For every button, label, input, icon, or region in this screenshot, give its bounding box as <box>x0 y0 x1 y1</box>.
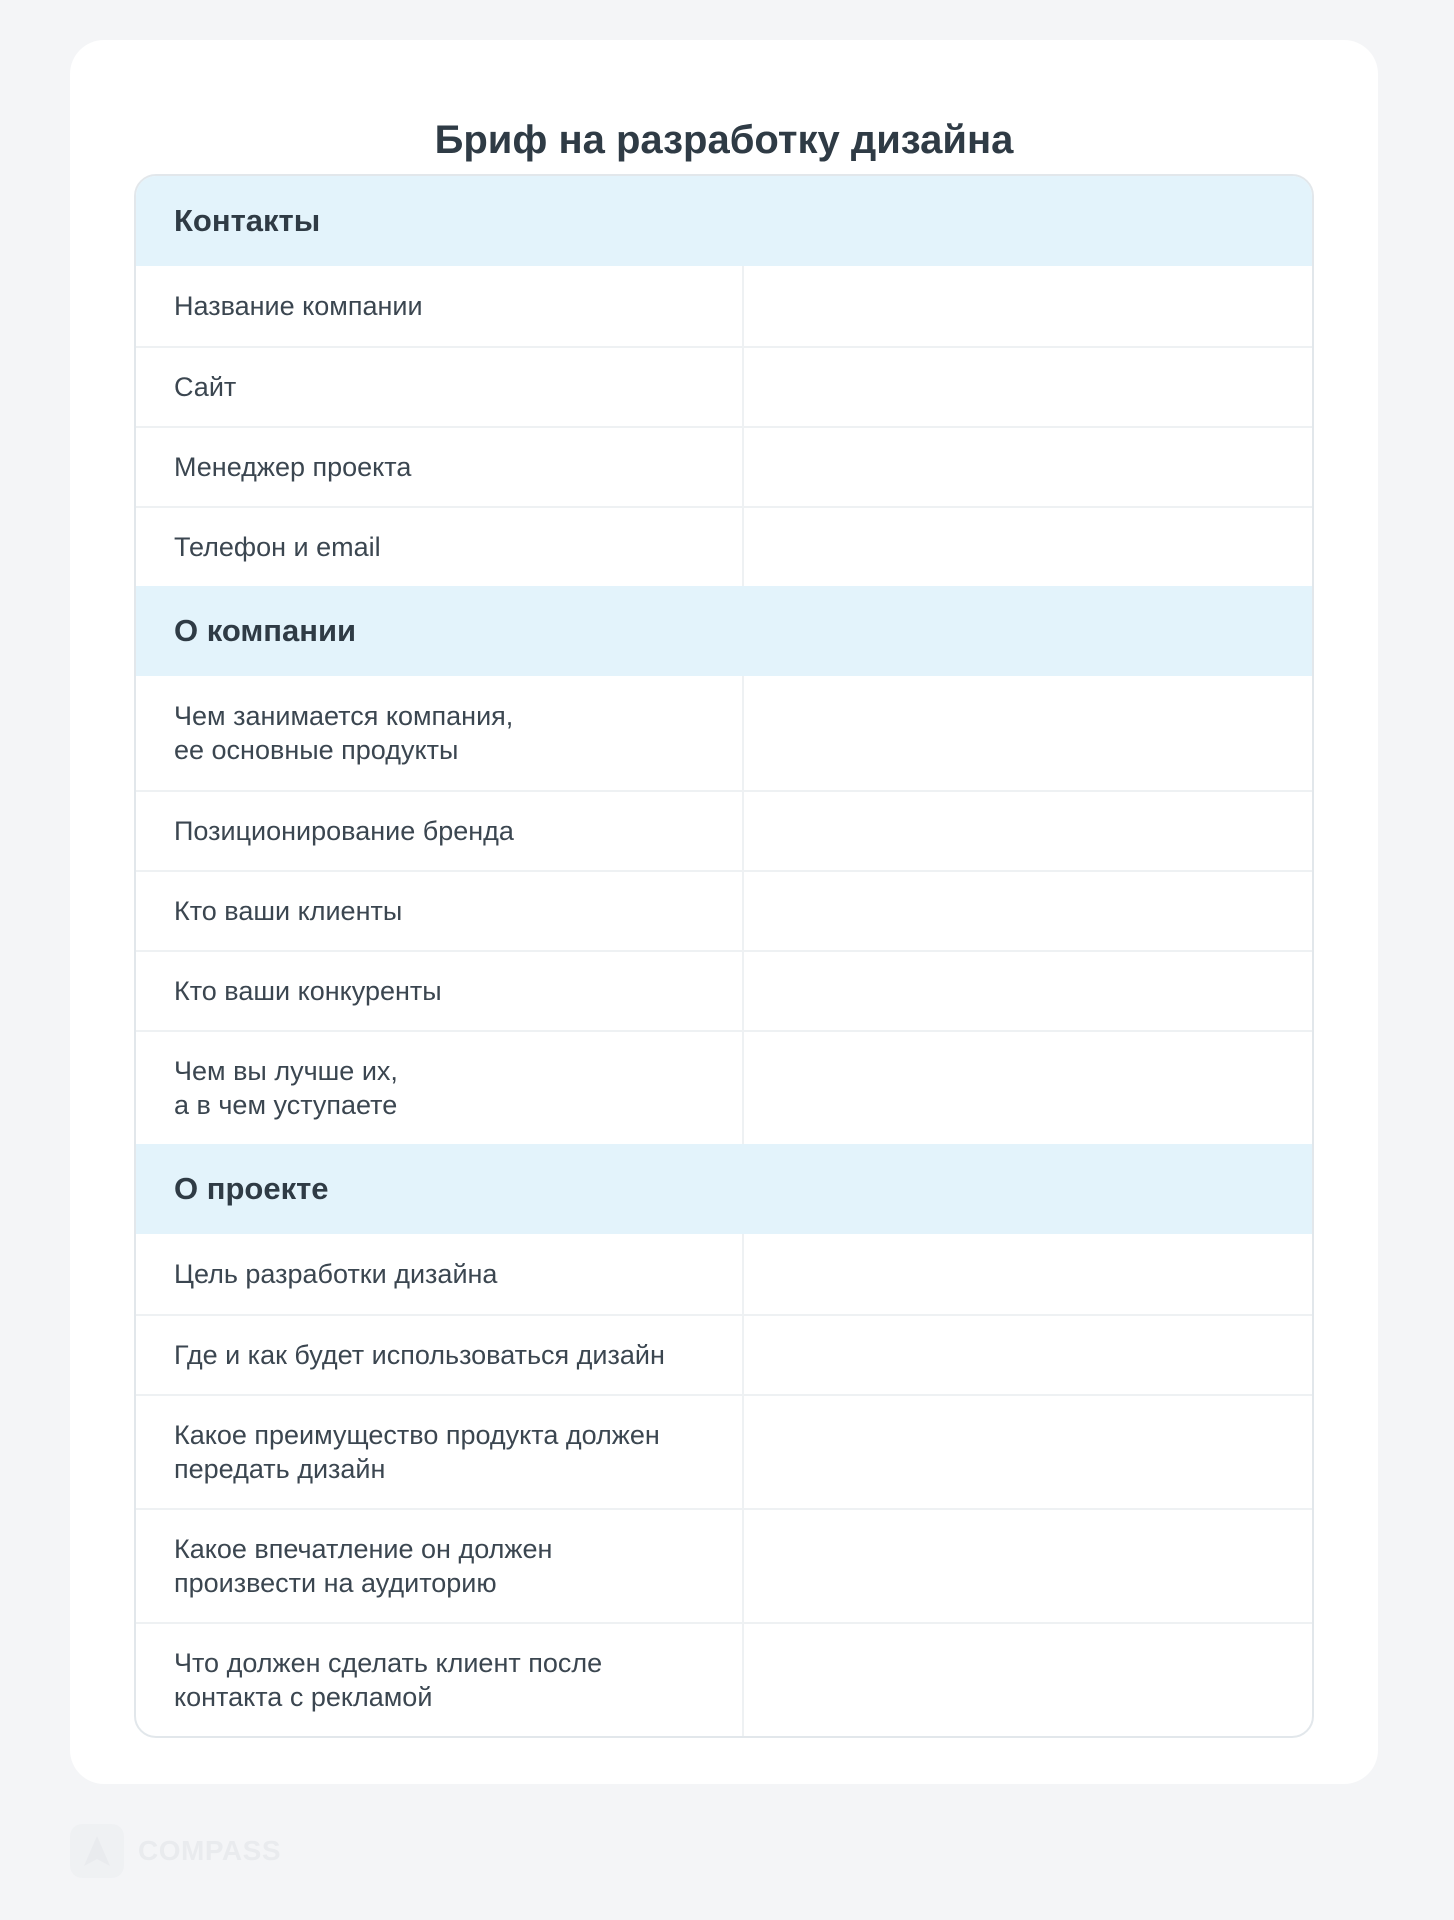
section-header-about-project: О проекте <box>136 1144 1312 1234</box>
row-value-field[interactable] <box>744 952 1312 1030</box>
row-label: Кто ваши конкуренты <box>136 952 744 1030</box>
table-row <box>136 676 1312 790</box>
row-value-field[interactable] <box>744 428 1312 506</box>
row-label: Чем вы лучше их, а в чем уступаете <box>136 1032 744 1144</box>
row-label: Менеджер проекта <box>136 428 744 506</box>
row-value-field[interactable] <box>744 348 1312 426</box>
row-label: Какое впечатление он должен произвести на аудиторию <box>136 1510 744 1622</box>
row-label: Что должен сделать клиент после контакта с рекламой <box>136 1624 744 1736</box>
table-row <box>136 1394 1312 1508</box>
row-label: Название компании <box>136 266 744 346</box>
row-value-field[interactable] <box>744 1396 1312 1508</box>
row-value-field[interactable] <box>744 676 1312 790</box>
row-value-field[interactable] <box>744 1234 1312 1314</box>
row-label: Телефон и email <box>136 508 744 586</box>
section-header-contacts: Контакты <box>136 176 1312 266</box>
table-row <box>136 346 1312 426</box>
brief-table <box>134 174 1314 1738</box>
row-label: Какое преимущество продукта должен передать дизайн <box>136 1396 744 1508</box>
row-label: Чем занимается компания, ее основные продукты <box>136 676 744 790</box>
page-title: Бриф на разработку дизайна <box>434 118 1014 162</box>
table-row <box>136 1314 1312 1394</box>
row-value-field[interactable] <box>744 266 1312 346</box>
table-row <box>136 1508 1312 1622</box>
table-row <box>136 506 1312 586</box>
row-label: Кто ваши клиенты <box>136 872 744 950</box>
table-row <box>136 870 1312 950</box>
row-value-field[interactable] <box>744 872 1312 950</box>
row-label: Где и как будет использоваться дизайн <box>136 1316 744 1394</box>
table-row <box>136 1030 1312 1144</box>
row-label: Цель разработки дизайна <box>136 1234 744 1314</box>
row-value-field[interactable] <box>744 1032 1312 1144</box>
row-label: Позиционирование бренда <box>136 792 744 870</box>
table-row <box>136 266 1312 346</box>
row-value-field[interactable] <box>744 508 1312 586</box>
logo-text: COMPASS <box>138 1835 281 1866</box>
row-value-field[interactable] <box>744 1624 1312 1736</box>
table-row <box>136 1234 1312 1314</box>
row-value-field[interactable] <box>744 1316 1312 1394</box>
table-row <box>136 790 1312 870</box>
row-value-field[interactable] <box>744 792 1312 870</box>
table-row <box>136 1622 1312 1736</box>
table-row <box>136 426 1312 506</box>
compass-logo <box>70 1824 281 1878</box>
row-label: Сайт <box>136 348 744 426</box>
brief-card <box>70 40 1378 1784</box>
row-value-field[interactable] <box>744 1510 1312 1622</box>
compass-logo-icon <box>70 1824 124 1878</box>
section-header-about-company: О компании <box>136 586 1312 676</box>
table-row <box>136 950 1312 1030</box>
